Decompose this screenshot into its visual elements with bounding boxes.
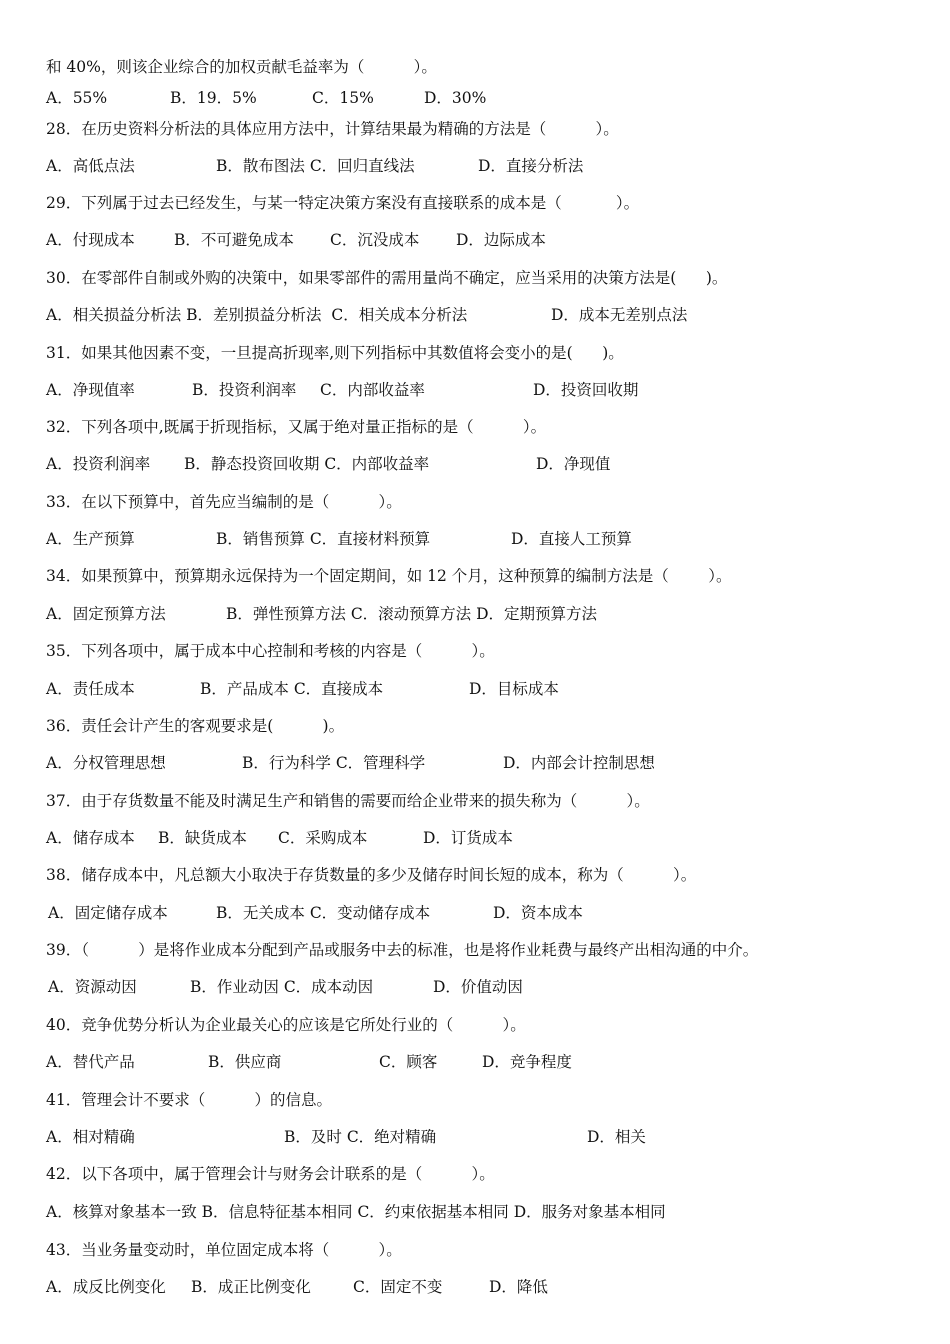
- answer-option: A．固定储存成本: [48, 904, 168, 922]
- answer-option: A．固定预算方法: [46, 605, 166, 623]
- options-line: [46, 1200, 930, 1224]
- question-line: 34．如果预算中，预算期永远保持为一个固定期间，如 12 个月，这种预算的编制方法是（ ）。: [46, 567, 732, 585]
- options-line: [46, 452, 930, 476]
- answer-option: A．分权管理思想: [46, 754, 166, 772]
- options-line: [46, 901, 930, 925]
- question-line: 31．如果其他因素不变，一旦提高折现率,则下列指标中其数值将会变小的是( )。: [46, 344, 624, 362]
- question-line: 32．下列各项中,既属于折现指标，又属于绝对量正指标的是（ ）。: [46, 418, 547, 436]
- options-line: [46, 86, 930, 110]
- answer-option: B．投资利润率: [192, 381, 297, 399]
- answer-option: A．净现值率: [46, 381, 135, 399]
- answer-option: A．相对精确: [46, 1128, 135, 1146]
- answer-option: B．行为科学 C．管理科学: [242, 754, 426, 772]
- question-line: 33．在以下预算中，首先应当编制的是（ ）。: [46, 493, 402, 511]
- question-line: 和 40%，则该企业综合的加权贡献毛益率为（ ）。: [46, 58, 437, 76]
- answer-option: A．核算对象基本一致 B．信息特征基本相同 C．约束依据基本相同 D．服务对象基本相同: [46, 1203, 666, 1221]
- options-line: [46, 1125, 930, 1149]
- question-line: 37．由于存货数量不能及时满足生产和销售的需要而给企业带来的损失称为（ ）。: [46, 792, 650, 810]
- options-line: [46, 975, 930, 999]
- answer-option: D．成本无差别点法: [551, 306, 688, 324]
- answer-option: A．付现成本: [46, 231, 135, 249]
- answer-option: D．竞争程度: [482, 1053, 572, 1071]
- answer-option: C．固定不变: [353, 1278, 443, 1296]
- question-line: 41．管理会计不要求（ ）的信息。: [46, 1091, 332, 1109]
- answer-option: A．替代产品: [46, 1053, 135, 1071]
- answer-option: B．销售预算 C．直接材料预算: [216, 530, 431, 548]
- answer-option: A．投资利润率: [46, 455, 151, 473]
- question-line: 28．在历史资料分析法的具体应用方法中，计算结果最为精确的方法是（ ）。: [46, 120, 619, 138]
- question-line: 40．竞争优势分析认为企业最关心的应该是它所处行业的（ ）。: [46, 1016, 526, 1034]
- answer-option: D．降低: [489, 1278, 548, 1296]
- answer-option: A．相关损益分析法 B．差别损益分析法 C．相关成本分析法: [46, 306, 468, 324]
- answer-option: C．采购成本: [278, 829, 368, 847]
- answer-option: B．缺货成本: [158, 829, 247, 847]
- answer-option: B．不可避免成本: [174, 231, 294, 249]
- answer-option: A．高低点法: [46, 157, 135, 175]
- answer-option: B．作业动因 C．成本动因: [190, 978, 374, 996]
- question-line: 29．下列属于过去已经发生，与某一特定决策方案没有直接联系的成本是（ ）。: [46, 194, 640, 212]
- answer-option: A．55%: [46, 89, 108, 107]
- answer-option: B．产品成本 C．直接成本: [200, 680, 384, 698]
- question-line: 35．下列各项中，属于成本中心控制和考核的内容是（ ）。: [46, 642, 495, 660]
- answer-option: B．静态投资回收期 C．内部收益率: [184, 455, 430, 473]
- answer-option: D．价值动因: [433, 978, 523, 996]
- answer-option: C．顾客: [379, 1053, 438, 1071]
- options-line: [46, 228, 930, 252]
- options-line: [46, 378, 930, 402]
- question-line: 43．当业务量变动时，单位固定成本将（ ）。: [46, 1241, 402, 1259]
- options-line: [46, 154, 930, 178]
- answer-option: D．相关: [587, 1128, 646, 1146]
- question-line: 38．储存成本中，凡总额大小取决于存货数量的多少及储存时间长短的成本，称为（ ）。: [46, 866, 697, 884]
- answer-option: B．及时 C．绝对精确: [284, 1128, 437, 1146]
- answer-option: C．内部收益率: [320, 381, 425, 399]
- question-line: 36．责任会计产生的客观要求是( )。: [46, 717, 345, 735]
- answer-option: B．19．5%: [170, 89, 257, 107]
- answer-option: D．30%: [424, 89, 487, 107]
- options-line: [46, 303, 930, 327]
- answer-option: D．投资回收期: [533, 381, 639, 399]
- answer-option: B．成正比例变化: [191, 1278, 311, 1296]
- answer-option: D．直接分析法: [478, 157, 584, 175]
- answer-option: D．净现值: [536, 455, 611, 473]
- options-line: [46, 1050, 930, 1074]
- options-line: [46, 677, 930, 701]
- answer-option: B．散布图法 C．回归直线法: [216, 157, 415, 175]
- answer-option: D．直接人工预算: [511, 530, 632, 548]
- answer-option: D．订货成本: [423, 829, 513, 847]
- answer-option: D．边际成本: [456, 231, 546, 249]
- options-line: [46, 602, 930, 626]
- question-line: 42．以下各项中，属于管理会计与财务会计联系的是（ ）。: [46, 1165, 495, 1183]
- options-line: [46, 527, 930, 551]
- question-line: 39．（ ）是将作业成本分配到产品或服务中去的标准，也是将作业耗费与最终产出相沟通的中介。: [46, 941, 759, 959]
- options-line: [46, 826, 930, 850]
- answer-option: D．目标成本: [469, 680, 559, 698]
- options-line: [46, 1275, 930, 1299]
- answer-option: A．生产预算: [46, 530, 135, 548]
- answer-option: D．资本成本: [493, 904, 583, 922]
- options-line: [46, 751, 930, 775]
- answer-option: B．无关成本 C．变动储存成本: [216, 904, 431, 922]
- answer-option: B．弹性预算方法 C．滚动预算方法 D．定期预算方法: [226, 605, 598, 623]
- answer-option: C．15%: [312, 89, 374, 107]
- answer-option: C．沉没成本: [330, 231, 420, 249]
- answer-option: A．储存成本: [46, 829, 135, 847]
- answer-option: A．责任成本: [46, 680, 135, 698]
- question-line: 30．在零部件自制或外购的决策中，如果零部件的需用量尚不确定，应当采用的决策方法是( )。: [46, 269, 728, 287]
- answer-option: A．成反比例变化: [46, 1278, 166, 1296]
- answer-option: B．供应商: [208, 1053, 282, 1071]
- answer-option: A．资源动因: [48, 978, 137, 996]
- answer-option: D．内部会计控制思想: [503, 754, 655, 772]
